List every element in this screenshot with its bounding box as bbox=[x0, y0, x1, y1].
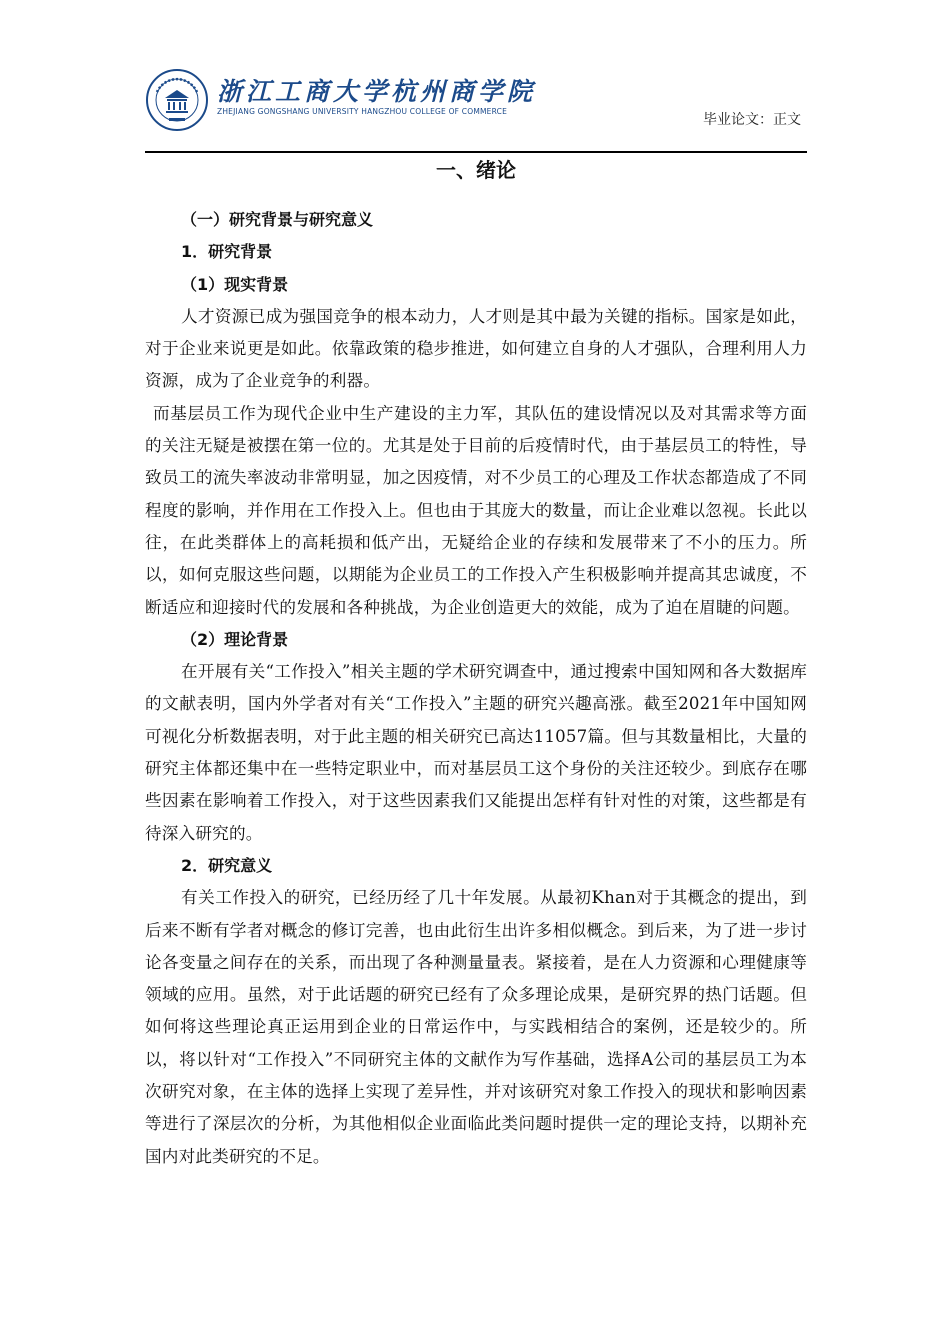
school-name-block bbox=[217, 78, 536, 116]
subsubsection-heading: （2）理论背景 bbox=[181, 629, 289, 649]
school-name-en: ZHEJIANG GONGSHANG UNIVERSITY HANGZHOU COLLEGE OF COMMERCE bbox=[217, 107, 508, 116]
paragraph: 人才资源已成为强国竞争的根本动力，人才则是其中最为关键的指标。国家是如此，对于企业来说更是如此。依靠政策的稳步推进，如何建立自身的人才强队，合理利用人力资源，成为了企业竞争的利器。 bbox=[145, 306, 807, 391]
school-name-cn: 浙江工商大学杭州商学院 bbox=[217, 77, 537, 106]
paragraph: 而基层员工作为现代企业中生产建设的主力军，其队伍的建设情况以及对其需求等方面的关注无疑是被摆在第一位的。尤其是处于目前的后疫情时代，由于基层员工的特性，导致员工的流失率波动非常明显，加之因疫情，对不少员工的心理及工作状态都造成了不同程度的影响，并作用在工作投入上。但也由于其庞大的数量，而让企业难以忽视。长此以往，在此类群体上的高耗损和低产出，无疑给企业的存续和发展带来了不小的压力。所以，如何克服这些问题，以期能为企业员工的工作投入产生积极影响并提高其忠诚度，不断适应和迎接时代的发展和各种挑战，为企业创造更大的效能，成为了迫在眉睫的问题。 bbox=[145, 403, 807, 617]
subsubsection-heading: （1）现实背景 bbox=[181, 274, 289, 294]
chapter-title: 一、绪论 bbox=[436, 158, 516, 182]
section-heading: （一）研究背景与研究意义 bbox=[181, 210, 374, 229]
document-body bbox=[145, 150, 807, 1173]
document-section-label: 毕业论文：正文 bbox=[703, 112, 801, 128]
page-header bbox=[145, 64, 807, 152]
university-seal-logo bbox=[145, 68, 209, 132]
subsection-heading: 2．研究意义 bbox=[181, 855, 273, 875]
subsection-heading: 1．研究背景 bbox=[181, 242, 273, 262]
paragraph: 有关工作投入的研究，已经历经了几十年发展。从最初Khan对于其概念的提出，到后来不断有学者对概念的修订完善，也由此衍生出许多相似概念。到后来，为了进一步讨论各变量之间存在的关系，而出现了各种测量量表。紧接着，是在人力资源和心理健康等领域的应用。虽然，对于此话题的研究已经有了众多理论成果，是研究界的热门话题。但如何将这些理论真正运用到企业的日常运作中，与实践相结合的案例，还是较少的。所以，将以针对“工作投入”不同研究主体的文献作为写作基础，选择A公司的基层员工为本次研究对象，在主体的选择上实现了差异性，并对该研究对象工作投入的现状和影响因素等进行了深层次的分析，为其他相似企业面临此类问题时提供一定的理论支持，以期补充国内对此类研究的不足。 bbox=[145, 888, 807, 1166]
paragraph: 在开展有关“工作投入”相关主题的学术研究调查中，通过搜索中国知网和各大数据库的文献表明，国内外学者对有关“工作投入”主题的研究兴趣高涨。截至2021年中国知网可视化分析数据表明，对于此主题的相关研究已高达11057篇。但与其数量相比，大量的研究主体都还集中在一些特定职业中，而对基层员工这个身份的关注还较少。到底存在哪些因素在影响着工作投入，对于这些因素我们又能提出怎样有针对性的对策，这些都是有待深入研究的。 bbox=[145, 662, 807, 843]
